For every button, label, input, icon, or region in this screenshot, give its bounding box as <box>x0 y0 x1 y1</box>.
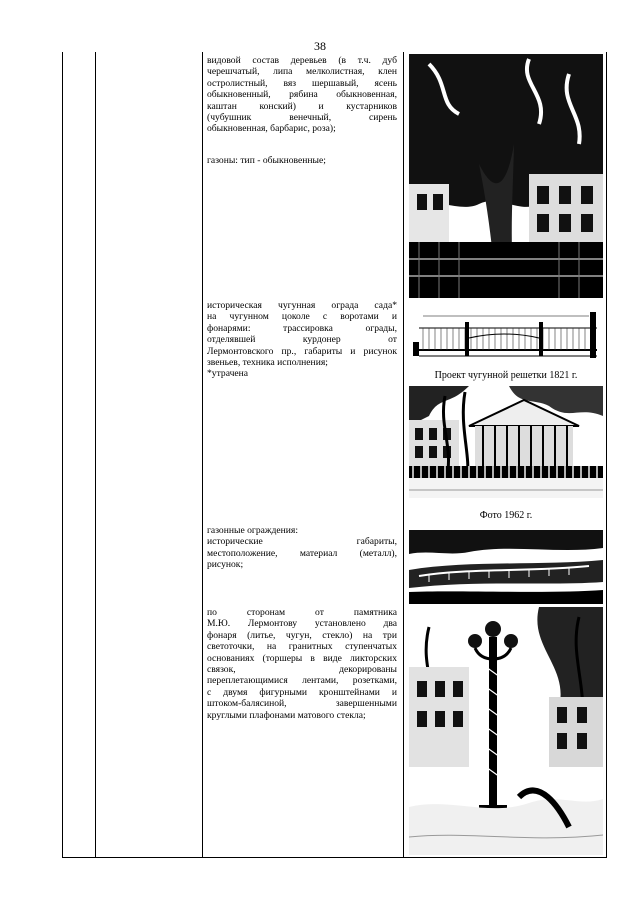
text-line: местоположение, материал (металл), <box>207 547 397 559</box>
text-line: связок, декорированы <box>207 664 397 676</box>
text-line: по сторонам от памятника <box>207 607 397 618</box>
photo-caption-1962: Фото 1962 г. <box>479 510 533 521</box>
text-line: (чубушник венечный, сирень <box>207 112 397 124</box>
text-line: на чугунном цоколе с воротами и <box>207 311 397 323</box>
drawing-caption: Проект чугунной решетки 1821 г. <box>434 370 578 381</box>
text-line: с двумя фигурными кронштейнами и <box>207 686 397 698</box>
text-line: рисунок; <box>207 559 244 571</box>
text-line: звеньев, техника исполнения; <box>207 357 328 369</box>
text-line: газонные ограждения: <box>207 525 298 536</box>
lanterns-description <box>207 607 397 721</box>
fence-description <box>207 300 397 380</box>
text-line: фонарями: трассировка ограды, <box>207 322 397 334</box>
text-line: историческая чугунная ограда сада* <box>207 300 397 311</box>
text-line: фонаря (литье, чугун, стекло) на три <box>207 629 397 641</box>
text-line: каштан конский) и кустарников <box>207 100 397 112</box>
text-line: Лермонтовского пр., габариты и рисунок <box>207 345 397 357</box>
lawns-description: газоны: тип - обыкновенные; <box>207 155 326 166</box>
text-line: светоточки, на гранитных ступенчатых <box>207 641 397 653</box>
text-line: видовой состав деревьев (в т.ч. дуб <box>207 55 397 66</box>
text-line: круглыми плафонами матового стекла; <box>207 709 366 721</box>
text-line: М.Ю. Лермонтову установлено два <box>207 618 397 630</box>
fence-note: *утрачена <box>207 368 249 380</box>
page-number: 38 <box>314 39 326 53</box>
text-line: отделявшей курдонер от <box>207 334 397 346</box>
lawn-fence-photo <box>409 530 603 604</box>
text-line: исторические габариты, <box>207 536 397 548</box>
lawn-fences-description <box>207 525 397 571</box>
text-line: основаниях (торшеры в виде ликторских <box>207 652 397 664</box>
trees-description <box>207 55 397 135</box>
lantern-photo <box>409 607 603 855</box>
text-line: обыкновенная, барбарис, роза); <box>207 123 336 135</box>
tree-photo <box>409 54 603 298</box>
text-line: черешчатый, липа мелколистная, клен <box>207 66 397 78</box>
text-line: обыкновенный, рябина обыкновенная, <box>207 89 397 101</box>
text-line: остролистный, вяз шершавый, ясень <box>207 77 397 89</box>
text-line: переплетающимися лентами, розетками, <box>207 675 397 687</box>
text-line: штоком-балясиной, завершенными <box>207 698 397 710</box>
fence-drawing <box>409 302 603 368</box>
fence-photo-1962 <box>409 386 603 498</box>
